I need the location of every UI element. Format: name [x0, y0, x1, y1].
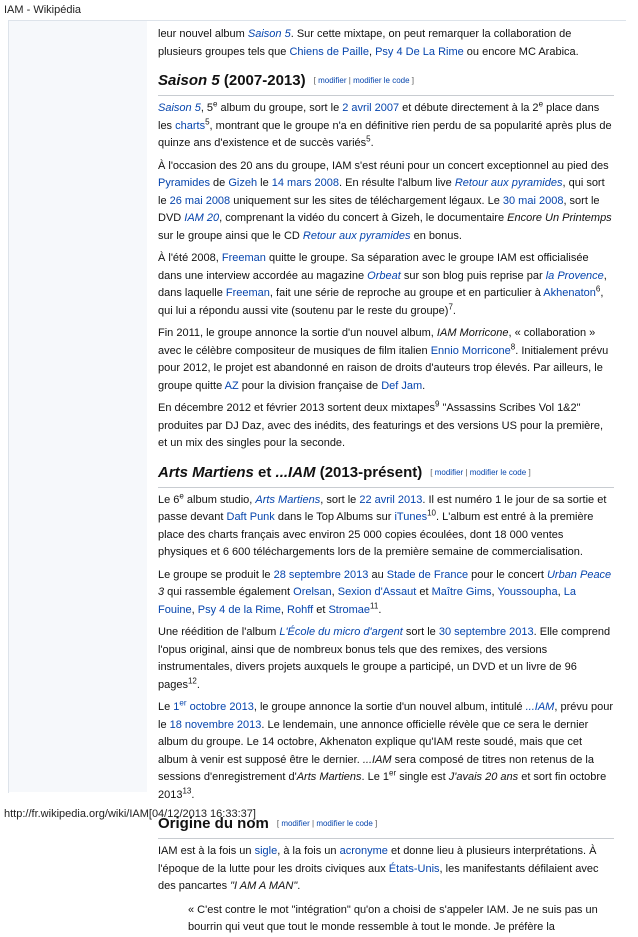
reference[interactable]: 9	[435, 399, 440, 409]
link[interactable]: octobre 2013	[186, 701, 254, 714]
text: , le groupe annonce la sortie d'un nouvel album, intitulé	[253, 701, 526, 714]
text: , montrant que le groupe n'a en définitive rien perdu de sa popularité après plus de quinze ans d'existence et de succès variés	[158, 119, 612, 150]
superscript: e	[538, 99, 544, 109]
link[interactable]: 18 novembre 2013	[169, 718, 262, 731]
link[interactable]: Sexion d'Assaut	[337, 586, 417, 599]
paragraph	[158, 100, 614, 153]
text: . Le lendemain, une annonce officielle révèle que ce sera le dernier album du groupe. Le 14 octobre, Akhenaton explique qu'IAM reste soudé, mais que cet album à venir est supposé être le dernier.	[158, 718, 589, 766]
sidebar	[9, 21, 147, 792]
text: album du groupe, sort le	[217, 102, 343, 115]
link[interactable]: la Provence	[545, 269, 604, 282]
text: Le 6	[158, 493, 180, 506]
edit-separator: |	[312, 819, 315, 829]
link-chiens-de-paille[interactable]: Chiens de Paille	[289, 45, 369, 58]
article-content	[158, 26, 614, 937]
link[interactable]: L'École du micro d'argent	[279, 626, 403, 639]
edit-code-link[interactable]: modifier le code	[353, 76, 410, 86]
link[interactable]: Retour aux pyramides	[302, 229, 411, 242]
link[interactable]: Youssoupha	[497, 586, 558, 599]
text: .	[196, 678, 200, 691]
paragraph	[158, 699, 614, 804]
text: ,	[331, 586, 338, 599]
link[interactable]: 28 septembre 2013	[273, 568, 369, 581]
text: sera composé de titres non retenus de la sessions d'enregistrement d'	[158, 753, 594, 784]
edit-bracket: [	[313, 76, 316, 86]
paragraph	[158, 567, 614, 620]
link[interactable]: La Fouine	[158, 586, 576, 616]
text: Le	[158, 701, 174, 714]
link[interactable]: Urban Peace	[546, 568, 612, 581]
edit-separator: |	[348, 76, 351, 86]
reference[interactable]: 6	[595, 284, 601, 294]
link[interactable]: Orelsan	[293, 586, 332, 599]
text: . Initialement prévu pour 2012, le projet est abandonné en raison de droits d'auteurs trop élevés. Par ailleurs, le groupe quitte	[158, 344, 609, 392]
edit-bracket: [	[430, 467, 433, 477]
link[interactable]: Psy 4 de la Rime	[197, 603, 281, 616]
text: , sort le DVD	[158, 194, 600, 225]
text: leur nouvel album	[158, 28, 248, 40]
text: , à la fois un	[277, 845, 340, 858]
text: .	[370, 137, 374, 150]
text: dans le Top Albums sur	[274, 511, 395, 524]
text: . Le 1	[361, 771, 390, 784]
text: qui rassemble également	[164, 586, 294, 599]
edit-links	[277, 819, 377, 828]
reference[interactable]: 10	[427, 508, 436, 518]
text: ,	[557, 586, 564, 599]
heading-text: (2007-2013)	[219, 72, 306, 89]
link[interactable]: Retour aux pyramides	[454, 177, 563, 190]
edit-bracket: ]	[411, 76, 415, 86]
text: , fait une série de reproche au groupe et en particulier à	[269, 287, 544, 300]
text: ,	[280, 603, 288, 616]
edit-links	[430, 468, 530, 477]
link[interactable]: Maître Gims	[431, 586, 492, 599]
edit-code-link[interactable]: modifier le code	[469, 467, 527, 477]
text: , qui sort le	[158, 177, 605, 207]
text: . Elle comprend l'opus original, ainsi que de nombreux bonus tels que des remixes, des versions instrumentales, divers projets auxquels le groupe a participé, un DVD et un livre de 96 pages	[158, 626, 611, 691]
link[interactable]: Rohff	[287, 603, 314, 616]
link[interactable]: Freeman	[225, 287, 270, 300]
paragraph	[158, 400, 614, 453]
text: place dans les	[158, 102, 600, 132]
link[interactable]: AZ	[224, 379, 239, 392]
section-heading-saison5	[158, 71, 614, 96]
text: le	[257, 177, 272, 190]
emphasis: "I AM A MAN"	[230, 880, 298, 893]
link[interactable]: Saison 5	[158, 102, 201, 115]
text: sort le	[402, 626, 439, 639]
link[interactable]: États-Unis	[388, 862, 440, 875]
link[interactable]: 2 avril 2007	[342, 102, 400, 115]
text: Une réédition de l'album	[158, 626, 280, 639]
edit-link[interactable]: modifier	[281, 819, 310, 829]
text: , 5	[200, 102, 214, 115]
text: ou encore MC Arabica.	[463, 45, 579, 58]
paragraph	[158, 250, 614, 320]
intro-paragraph	[158, 26, 614, 61]
emphasis: Arts Martiens	[296, 771, 362, 784]
reference[interactable]: 8	[510, 341, 516, 351]
text: "Assassins Scribes Vol 1&2" produites par DJ Daz, avec des inédits, des featurings et des versions US pour la première, et un mix des singles pour la seconde.	[158, 402, 604, 450]
emphasis: IAM Morricone	[436, 327, 509, 340]
text: .	[452, 304, 456, 317]
text: sur le groupe ainsi que le CD	[158, 229, 303, 242]
text: ,	[191, 603, 198, 616]
link[interactable]: 30 septembre 2013	[438, 626, 534, 639]
paragraph	[158, 492, 614, 562]
text: . En résulte l'album live	[339, 177, 455, 190]
text: uniquement sur les sites de téléchargement légaux. Le	[230, 194, 503, 207]
heading-text: Origine du nom	[158, 815, 269, 833]
text: À l'été 2008,	[158, 252, 222, 265]
link[interactable]: Def Jam	[381, 379, 423, 392]
emphasis: ...IAM	[362, 753, 392, 766]
edit-links	[314, 76, 414, 85]
text: .	[297, 880, 301, 893]
heading-italic: Saison 5	[158, 72, 220, 89]
text: , sort le	[320, 493, 360, 506]
link[interactable]: Stromae	[328, 603, 371, 616]
text: pour le concert	[468, 568, 547, 581]
text: Fin 2011, le groupe annonce la sortie d'un nouvel album,	[158, 327, 437, 340]
text: et débute directement à la 2	[399, 102, 539, 115]
text: single est	[396, 771, 449, 784]
text: sur son blog puis reprise par	[400, 269, 546, 282]
text: . L'album est entré à la première place des charts français avec environ 25 000 copies écoulées, dont 18 000 ventes physiques et 6 600 téléchargements lors de la première semaine de commercialisation.	[158, 511, 594, 559]
text: IAM est à la fois un	[158, 845, 255, 858]
text: et	[416, 586, 432, 599]
text: .	[378, 603, 382, 616]
text: en bonus.	[410, 229, 462, 242]
text: , « collaboration » avec le célèbre compositeur de musiques de film italien	[158, 327, 596, 357]
heading-italic: Arts Martiens	[158, 463, 254, 481]
text: album studio,	[183, 493, 256, 506]
heading-italic: ...IAM	[275, 463, 316, 481]
link[interactable]: IAM 20	[184, 212, 220, 225]
link[interactable]: Stade de France	[386, 568, 469, 581]
text: , les manifestants défilaient avec des pancartes	[158, 862, 599, 893]
reference[interactable]: 12	[187, 675, 197, 685]
link[interactable]: Gizeh	[228, 177, 258, 190]
superscript: er	[389, 768, 397, 778]
link[interactable]: Ennio Morricone	[430, 344, 511, 357]
text: En décembre 2012 et février 2013 sortent deux mixtapes	[158, 402, 435, 415]
text: .	[191, 788, 195, 801]
text: , dans laquelle	[158, 269, 607, 300]
text: au	[368, 568, 387, 581]
edit-link[interactable]: modifier	[434, 467, 464, 477]
link[interactable]: Arts Martiens	[255, 493, 321, 506]
text: .	[422, 379, 426, 392]
link[interactable]: 1	[173, 701, 180, 714]
page-footer-url: http://fr.wikipedia.org/wiki/IAM[04/12/2013 16:33:37]	[4, 808, 256, 820]
link[interactable]: acronyme	[339, 845, 388, 858]
link[interactable]: Daft Punk	[226, 511, 275, 524]
text: Le groupe se produit le	[158, 568, 274, 581]
link[interactable]: Akhenaton	[543, 287, 596, 300]
text: et sort fin octobre 2013	[158, 771, 607, 801]
paragraph	[158, 624, 614, 694]
edit-bracket: [	[276, 819, 280, 829]
superscript: er	[179, 698, 187, 708]
reference[interactable]: 11	[370, 600, 379, 610]
text: . Il est numéro 1 le jour de sa sortie et passe devant	[158, 493, 607, 524]
link[interactable]: iTunes	[394, 511, 428, 524]
link[interactable]: 14 mars 2008	[271, 177, 340, 190]
link[interactable]: 26 mai 2008	[169, 194, 231, 207]
link[interactable]: Orbeat	[367, 269, 401, 282]
text: , qui lui a répondu aussi vite (soutenu par le reste du groupe)	[158, 287, 604, 317]
text: , prévu pour le	[158, 701, 614, 731]
link[interactable]: ...IAM	[525, 701, 555, 714]
heading-text: et	[253, 463, 276, 481]
link[interactable]: Freeman	[221, 252, 266, 265]
text: et	[313, 603, 329, 616]
text: ,	[368, 45, 376, 58]
text: ,	[491, 586, 498, 599]
heading-text: (2013-présent)	[315, 463, 423, 481]
emphasis: Encore Un Printemps	[507, 212, 612, 225]
text: de	[209, 177, 229, 190]
edit-code-link[interactable]: modifier le code	[316, 819, 373, 829]
reference[interactable]: 5	[366, 134, 371, 144]
link-psy4[interactable]: Psy 4 De La Rime	[375, 45, 464, 58]
superscript: e	[179, 490, 184, 500]
link[interactable]: 30 mai 2008	[502, 194, 564, 207]
reference[interactable]: 7	[448, 301, 453, 311]
text: , comprenant la vidéo du concert à Gizeh, le documentaire	[219, 212, 508, 225]
paragraph	[158, 843, 614, 896]
paragraph	[158, 158, 614, 246]
section-heading-arts-martiens	[158, 463, 614, 488]
link[interactable]: charts	[175, 119, 206, 132]
reference[interactable]: 5	[205, 116, 210, 126]
link[interactable]: 22 avril 2013	[359, 493, 423, 506]
reference[interactable]: 13	[182, 785, 192, 795]
link[interactable]: sigle	[254, 845, 278, 858]
page-header-title: IAM - Wikipédia	[4, 4, 82, 16]
emphasis: J'avais 20 ans	[448, 771, 519, 784]
blockquote: « C'est contre le mot "intégration" qu'on a choisi de s'appeler IAM. Je ne suis pas un bourrin qui veut que tout le monde ressemble à tout le monde. Je préfère la	[188, 903, 598, 934]
text: À l'occasion des 20 ans du groupe, IAM s'est réuni pour un concert exceptionnel au pied des	[158, 159, 609, 172]
text: quitte le groupe. Sa séparation avec le groupe IAM est officialisée dans une interview accordée au magazine	[158, 252, 589, 282]
paragraph	[158, 325, 614, 395]
edit-link[interactable]: modifier	[318, 76, 347, 86]
link-saison5-album[interactable]: Saison 5	[247, 28, 291, 40]
text: . Sur cette mixtape, on peut remarquer la collaboration de plusieurs groupes tels que	[158, 28, 572, 58]
edit-bracket: ]	[528, 467, 531, 477]
edit-bracket: ]	[375, 819, 378, 829]
text: et donne lieu à plusieurs interprétations. À l'époque de la lutte pour les droits civiques aux	[158, 845, 597, 875]
superscript: e	[213, 99, 218, 109]
emphasis: 3	[158, 586, 165, 599]
edit-separator: |	[465, 467, 468, 477]
link[interactable]: Pyramides	[158, 177, 210, 190]
text: pour la division française de	[238, 379, 382, 392]
